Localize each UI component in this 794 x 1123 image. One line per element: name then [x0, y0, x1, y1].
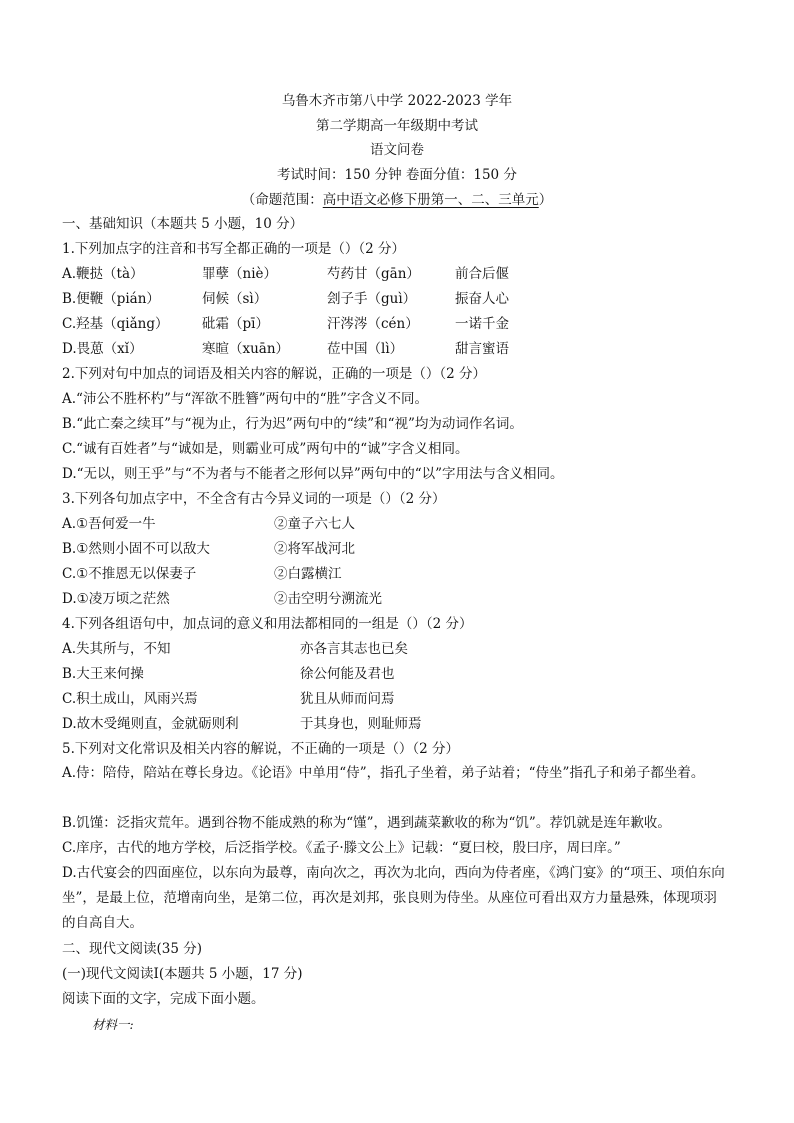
- header-subject: 语文问卷: [370, 142, 424, 158]
- q4-b-1: B.大王来何操: [62, 666, 144, 682]
- section1-title: 一、基础知识（本题共 5 小题，10 分）: [62, 216, 304, 232]
- q2-option-d: D.“无以，则王乎”与“不为者与不能者之形何以异”两句中的“以”字用法与含义相同。: [62, 466, 564, 482]
- q3-c-1: C.①不推恩无以保妻子: [62, 566, 197, 582]
- q1-b-3: 刽子手（guì）: [327, 291, 417, 307]
- q3-a-1: A.①吾何爱一牛: [62, 516, 156, 532]
- q1-d-1: D.畏葸（xǐ）: [62, 341, 143, 357]
- q1-row-b: [62, 289, 595, 309]
- q4-a-2: 亦各言其志也已矣: [300, 641, 408, 657]
- q1-c-2: 砒霜（pī）: [202, 316, 269, 332]
- q3-b-1: B.①然则小固不可以敌大: [62, 541, 210, 557]
- q3-row-a: [62, 514, 474, 534]
- q3-a-2: ②童子六七人: [274, 516, 355, 532]
- header-exam-time: 考试时间：150 分钟 卷面分值：150 分: [277, 167, 517, 183]
- q1-stem: 1.下列加点字的注音和书写全都正确的一项是（）（2 分）: [62, 241, 406, 257]
- scope-prefix: （命题范围：: [241, 192, 323, 208]
- q1-a-1: A.鞭挞（tà）: [62, 266, 144, 282]
- q1-c-1: C.羟基（qiǎng）: [62, 316, 169, 332]
- reading-instruction: 阅读下面的文字，完成下面小题。: [62, 991, 265, 1007]
- q4-row-c: [62, 689, 550, 709]
- q4-row-d: [62, 714, 550, 734]
- scope-text: 高中语文必修下册第一、二、三单元: [322, 192, 539, 208]
- q1-d-2: 寒暄（xuān）: [202, 341, 290, 357]
- q5-option-d: D.古代宴会的四面座位，以东向为最尊，南向次之，再次为北向，西向为侍者座，《鸿门宴》的“项王、项伯东向坐”，是最上位，范增南向坐，是第二位，再次是刘邦，张良则为侍坐。从座位可看出双方力量悬殊，体现项羽的自高自大。: [62, 865, 725, 931]
- q1-a-3: 芍药甘（gān）: [327, 266, 420, 282]
- q4-c-2: 犹且从师而问焉: [300, 691, 395, 707]
- q2-option-b: B.“此亡秦之续耳”与“视为止，行为迟”两句中的“续”和“视”均为动词作名词。: [62, 416, 523, 432]
- q4-a-1: A.失其所与，不知: [62, 641, 171, 657]
- q1-c-4: 一诺千金: [455, 316, 509, 332]
- q1-row-c: [62, 314, 595, 334]
- q3-row-b: [62, 539, 474, 559]
- q4-d-2: 于其身也，则耻师焉: [300, 716, 422, 732]
- q5-option-b: B.饥馑：泛指灾荒年。遇到谷物不能成熟的称为“馑”，遇到蔬菜歉收的称为“饥”。荐饥就是连年歉收。: [62, 815, 671, 831]
- q3-row-d: [62, 589, 474, 609]
- header-exam-title: 第二学期高一年级期中考试: [316, 118, 478, 134]
- q3-b-2: ②将军战河北: [274, 541, 355, 557]
- q2-stem: 2.下列对句中加点的词语及相关内容的解说，正确的一项是（）（2 分）: [62, 366, 487, 382]
- q1-c-3: 汗涔涔（cén）: [327, 316, 419, 332]
- material-label: 材料一:: [92, 1017, 134, 1032]
- header-school-year: 乌鲁木齐市第八中学 2022-2023 学年: [281, 93, 513, 109]
- q3-c-2: ②白露横江: [274, 566, 342, 582]
- q1-row-a: [62, 264, 595, 284]
- section2-subtitle: (一)现代文阅读Ⅰ(本题共 5 小题，17 分): [62, 966, 303, 982]
- q1-a-2: 罪孽（niè）: [202, 266, 278, 282]
- q4-c-1: C.积土成山，风雨兴焉: [62, 691, 198, 707]
- q2-option-c: C.“诚有百姓者”与“诚如是，则霸业可成”两句中的“诚”字含义相同。: [62, 441, 469, 457]
- section2-title: 二、现代文阅读(35 分): [62, 941, 203, 957]
- q1-b-1: B.便鞭（pián）: [62, 291, 160, 307]
- q1-d-4: 甜言蜜语: [455, 341, 509, 357]
- q2-option-a: A.“沛公不胜杯杓”与“浑欲不胜簪”两句中的“胜”字含义不同。: [62, 391, 428, 407]
- q4-stem: 4.下列各组语句中，加点词的意义和用法都相同的一组是（）（2 分）: [62, 616, 473, 632]
- q1-b-2: 伺候（sì）: [202, 291, 268, 307]
- q3-row-c: [62, 564, 474, 584]
- q3-d-1: D.①凌万顷之茫然: [62, 591, 170, 607]
- scope-suffix: ）: [538, 192, 553, 208]
- q3-d-2: ②击空明兮溯流光: [274, 591, 382, 607]
- header-scope: [0, 190, 794, 210]
- q4-row-a: [62, 639, 550, 659]
- q4-row-b: [62, 664, 550, 684]
- q1-d-3: 莅中国（lì）: [327, 341, 404, 357]
- q5-option-c: C.庠序，古代的地方学校，后泛指学校。《孟子·滕文公上》记载：“夏曰校，殷曰序，周曰庠。”: [62, 840, 621, 856]
- q1-b-4: 振奋人心: [455, 291, 509, 307]
- q1-a-4: 前合后偃: [455, 266, 509, 282]
- q5-option-a: A.侍：陪侍，陪站在尊长身边。《论语》中单用“侍”，指孔子坐着，弟子站着；“侍坐”指孔子和弟子都坐着。: [62, 765, 705, 781]
- q4-d-1: D.故木受绳则直，金就砺则利: [62, 716, 239, 732]
- q3-stem: 3.下列各句加点字中，不全含有古今异义词的一项是（）（2 分）: [62, 491, 446, 507]
- q5-stem: 5.下列对文化常识及相关内容的解说，不正确的一项是（）（2 分）: [62, 741, 460, 757]
- q1-row-d: [62, 339, 595, 359]
- q4-b-2: 徐公何能及君也: [300, 666, 395, 682]
